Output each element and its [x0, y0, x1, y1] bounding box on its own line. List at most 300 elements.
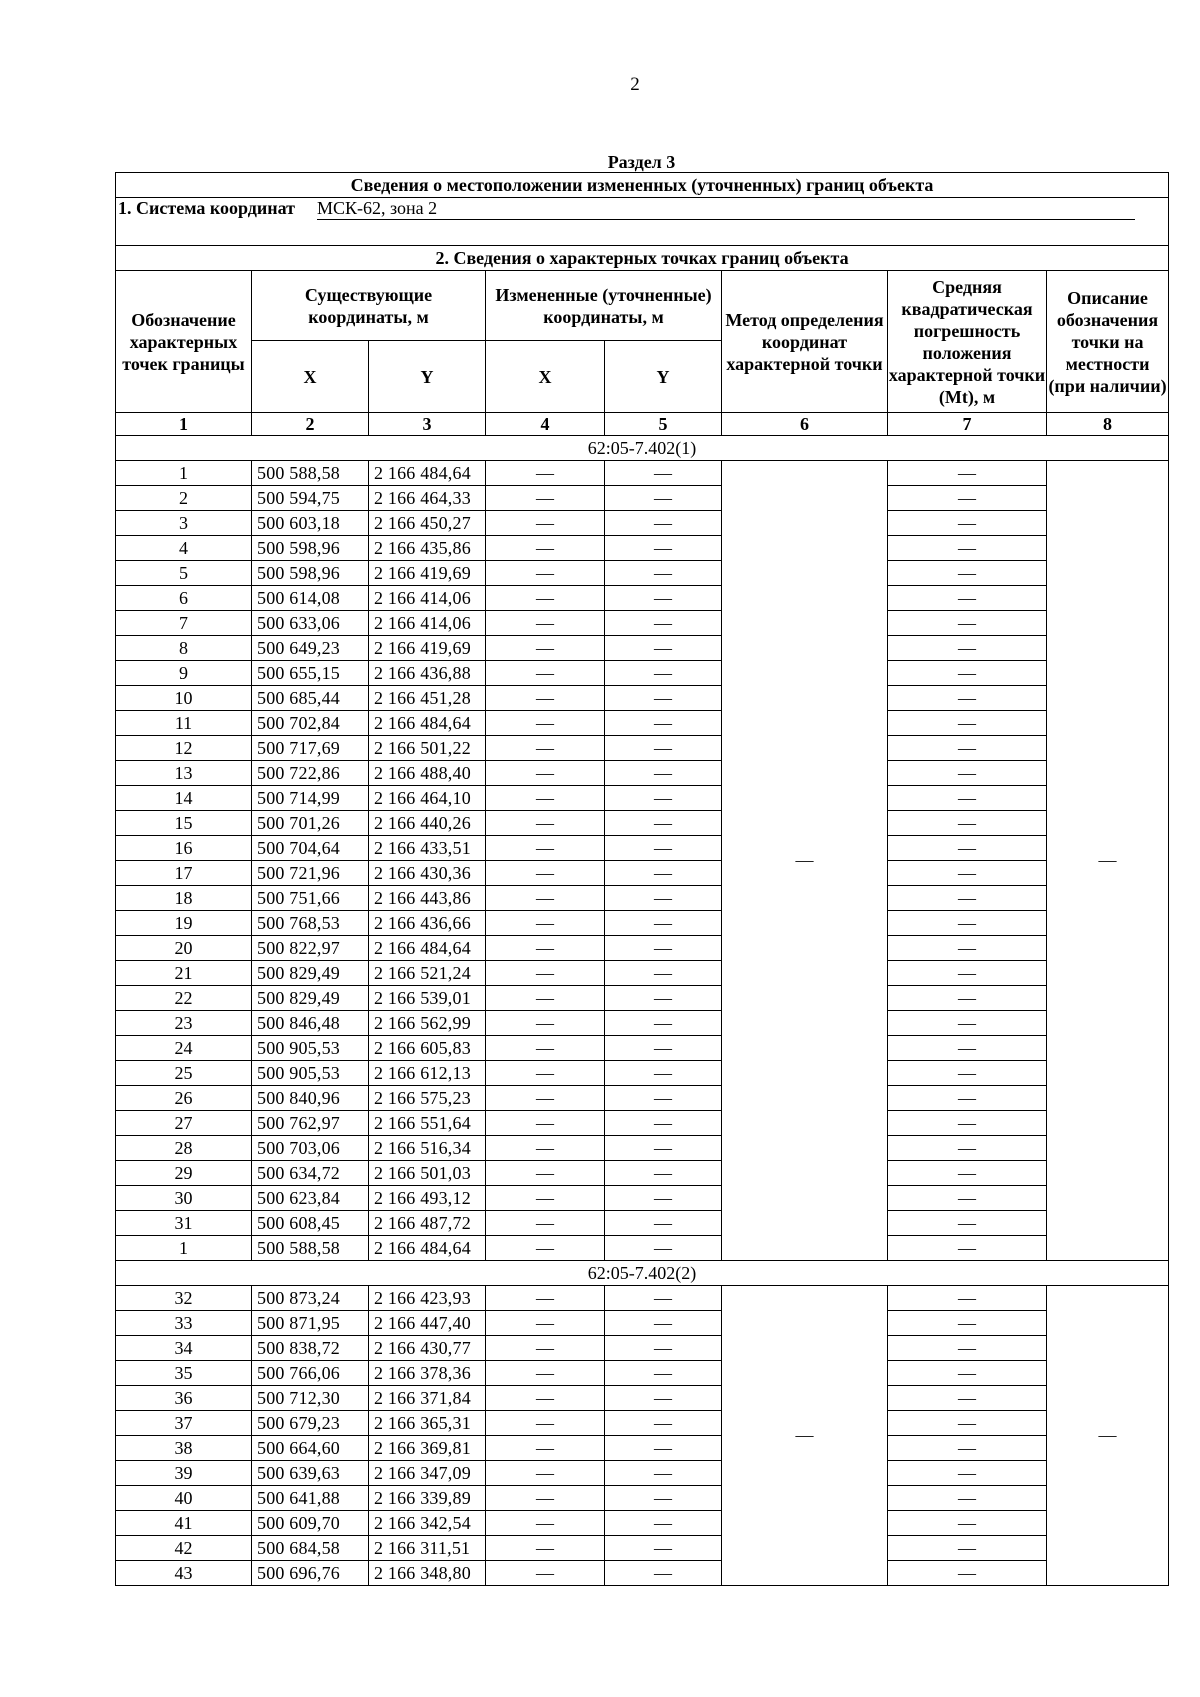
existing-x: 500 641,88 [252, 1486, 369, 1511]
existing-x: 500 721,96 [252, 861, 369, 886]
existing-y: 2 166 414,06 [369, 586, 486, 611]
existing-y: 2 166 575,23 [369, 1086, 486, 1111]
existing-x: 500 871,95 [252, 1311, 369, 1336]
existing-x: 500 702,84 [252, 711, 369, 736]
col-header-changed-x: X [486, 341, 605, 413]
existing-y: 2 166 605,83 [369, 1036, 486, 1061]
mt-value: — [888, 611, 1047, 636]
point-number: 30 [116, 1186, 252, 1211]
changed-y: — [605, 736, 722, 761]
changed-y: — [605, 1511, 722, 1536]
col-header-existing-x: X [252, 341, 369, 413]
mt-value: — [888, 1161, 1047, 1186]
table-row [116, 511, 1169, 536]
existing-x: 500 588,58 [252, 1236, 369, 1261]
table-row [116, 611, 1169, 636]
changed-y: — [605, 661, 722, 686]
existing-y: 2 166 433,51 [369, 836, 486, 861]
table-row [116, 986, 1169, 1011]
point-number: 20 [116, 936, 252, 961]
point-number: 3 [116, 511, 252, 536]
existing-x: 500 846,48 [252, 1011, 369, 1036]
method-cell: — [722, 1286, 888, 1586]
point-number: 39 [116, 1461, 252, 1486]
table-row [116, 961, 1169, 986]
mt-value: — [888, 1011, 1047, 1036]
changed-y: — [605, 1036, 722, 1061]
col-header-mt: Средняя квадратическая погрешность положения характерной точки (Mt), м [888, 271, 1047, 413]
coordinate-system [116, 198, 1169, 246]
point-number: 1 [116, 461, 252, 486]
mt-value: — [888, 1136, 1047, 1161]
changed-x: — [486, 786, 605, 811]
table-row [116, 1486, 1169, 1511]
col-number: 8 [1047, 413, 1169, 436]
table-row [116, 936, 1169, 961]
existing-y: 2 166 484,64 [369, 1236, 486, 1261]
mt-value: — [888, 1461, 1047, 1486]
mt-value: — [888, 1436, 1047, 1461]
existing-y: 2 166 378,36 [369, 1361, 486, 1386]
table-row [116, 836, 1169, 861]
existing-y: 2 166 430,36 [369, 861, 486, 886]
table-row [116, 1511, 1169, 1536]
existing-y: 2 166 440,26 [369, 811, 486, 836]
existing-y: 2 166 551,64 [369, 1111, 486, 1136]
table-row [116, 886, 1169, 911]
existing-y: 2 166 339,89 [369, 1486, 486, 1511]
changed-y: — [605, 986, 722, 1011]
point-number: 34 [116, 1336, 252, 1361]
changed-x: — [486, 761, 605, 786]
mt-value: — [888, 861, 1047, 886]
table-row [116, 661, 1169, 686]
existing-x: 500 608,45 [252, 1211, 369, 1236]
changed-x: — [486, 1461, 605, 1486]
point-number: 38 [116, 1436, 252, 1461]
point-number: 9 [116, 661, 252, 686]
changed-y: — [605, 711, 722, 736]
point-number: 24 [116, 1036, 252, 1061]
table-row [116, 486, 1169, 511]
changed-x: — [486, 486, 605, 511]
parcel-id: 62:05-7.402(2) [116, 1261, 1169, 1286]
mt-value: — [888, 1311, 1047, 1336]
changed-x: — [486, 861, 605, 886]
table-row [116, 686, 1169, 711]
mt-value: — [888, 661, 1047, 686]
table-row [116, 911, 1169, 936]
existing-y: 2 166 484,64 [369, 936, 486, 961]
table-row [116, 536, 1169, 561]
existing-x: 500 712,30 [252, 1386, 369, 1411]
changed-y: — [605, 1061, 722, 1086]
changed-y: — [605, 1186, 722, 1211]
col-number: 1 [116, 413, 252, 436]
existing-x: 500 722,86 [252, 761, 369, 786]
existing-y: 2 166 369,81 [369, 1436, 486, 1461]
changed-y: — [605, 636, 722, 661]
point-number: 32 [116, 1286, 252, 1311]
mt-value: — [888, 561, 1047, 586]
existing-x: 500 768,53 [252, 911, 369, 936]
mt-value: — [888, 1386, 1047, 1411]
mt-value: — [888, 1286, 1047, 1311]
mt-value: — [888, 1186, 1047, 1211]
col-header-description: Описание обозначения точки на местности (при наличии) [1047, 271, 1169, 413]
table-row [116, 1311, 1169, 1336]
mt-value: — [888, 536, 1047, 561]
col-header-existing-coords: Существующие координаты, м [252, 271, 486, 341]
table-row [116, 761, 1169, 786]
existing-y: 2 166 435,86 [369, 536, 486, 561]
existing-y: 2 166 348,80 [369, 1561, 486, 1586]
existing-y: 2 166 347,09 [369, 1461, 486, 1486]
changed-y: — [605, 486, 722, 511]
changed-x: — [486, 1136, 605, 1161]
description-cell: — [1047, 461, 1169, 1261]
existing-y: 2 166 501,22 [369, 736, 486, 761]
col-number: 5 [605, 413, 722, 436]
changed-y: — [605, 1561, 722, 1586]
changed-x: — [486, 1036, 605, 1061]
mt-value: — [888, 1111, 1047, 1136]
method-cell: — [722, 461, 888, 1261]
point-number: 2 [116, 486, 252, 511]
table-row [116, 1061, 1169, 1086]
mt-value: — [888, 911, 1047, 936]
table-row [116, 1286, 1169, 1311]
mt-value: — [888, 1486, 1047, 1511]
changed-x: — [486, 1336, 605, 1361]
changed-y: — [605, 1086, 722, 1111]
existing-x: 500 598,96 [252, 536, 369, 561]
existing-y: 2 166 419,69 [369, 636, 486, 661]
table-row [116, 461, 1169, 486]
changed-x: — [486, 1311, 605, 1336]
table-row [116, 636, 1169, 661]
table-row [116, 1411, 1169, 1436]
point-number: 14 [116, 786, 252, 811]
point-number: 23 [116, 1011, 252, 1036]
existing-y: 2 166 371,84 [369, 1386, 486, 1411]
existing-y: 2 166 365,31 [369, 1411, 486, 1436]
point-number: 40 [116, 1486, 252, 1511]
coordinate-system-value: МСК-62, зона 2 [317, 198, 1135, 220]
changed-x: — [486, 1061, 605, 1086]
point-number: 12 [116, 736, 252, 761]
changed-y: — [605, 836, 722, 861]
point-number: 17 [116, 861, 252, 886]
point-number: 13 [116, 761, 252, 786]
changed-x: — [486, 1386, 605, 1411]
changed-x: — [486, 961, 605, 986]
changed-y: — [605, 1411, 722, 1436]
point-number: 8 [116, 636, 252, 661]
existing-y: 2 166 443,86 [369, 886, 486, 911]
changed-x: — [486, 586, 605, 611]
table-row [116, 1561, 1169, 1586]
mt-value: — [888, 736, 1047, 761]
changed-y: — [605, 1461, 722, 1486]
mt-value: — [888, 1536, 1047, 1561]
point-number: 21 [116, 961, 252, 986]
changed-x: — [486, 461, 605, 486]
existing-x: 500 684,58 [252, 1536, 369, 1561]
table-row [116, 561, 1169, 586]
point-number: 31 [116, 1211, 252, 1236]
existing-y: 2 166 419,69 [369, 561, 486, 586]
existing-x: 500 905,53 [252, 1061, 369, 1086]
mt-value: — [888, 836, 1047, 861]
existing-x: 500 634,72 [252, 1161, 369, 1186]
changed-y: — [605, 686, 722, 711]
table-row [116, 1136, 1169, 1161]
existing-y: 2 166 414,06 [369, 611, 486, 636]
section-title: Раздел 3 [607, 152, 676, 172]
changed-y: — [605, 1486, 722, 1511]
mt-value: — [888, 486, 1047, 511]
mt-value: — [888, 811, 1047, 836]
existing-x: 500 679,23 [252, 1411, 369, 1436]
changed-y: — [605, 611, 722, 636]
col-number: 4 [486, 413, 605, 436]
point-number: 29 [116, 1161, 252, 1186]
existing-y: 2 166 436,66 [369, 911, 486, 936]
point-number: 36 [116, 1386, 252, 1411]
existing-x: 500 609,70 [252, 1511, 369, 1536]
point-number: 19 [116, 911, 252, 936]
mt-value: — [888, 1036, 1047, 1061]
table-row [116, 1361, 1169, 1386]
changed-y: — [605, 1386, 722, 1411]
changed-y: — [605, 586, 722, 611]
section-subtitle: Сведения о местоположении измененных (уточненных) границ объекта [116, 173, 1169, 198]
table-row [116, 711, 1169, 736]
mt-value: — [888, 761, 1047, 786]
mt-value: — [888, 586, 1047, 611]
changed-x: — [486, 986, 605, 1011]
mt-value: — [888, 511, 1047, 536]
existing-x: 500 905,53 [252, 1036, 369, 1061]
changed-x: — [486, 1286, 605, 1311]
existing-x: 500 829,49 [252, 986, 369, 1011]
existing-x: 500 873,24 [252, 1286, 369, 1311]
changed-y: — [605, 1361, 722, 1386]
changed-x: — [486, 811, 605, 836]
table-row [116, 1211, 1169, 1236]
existing-y: 2 166 562,99 [369, 1011, 486, 1036]
changed-x: — [486, 536, 605, 561]
col-number: 6 [722, 413, 888, 436]
changed-x: — [486, 911, 605, 936]
existing-y: 2 166 539,01 [369, 986, 486, 1011]
changed-x: — [486, 1011, 605, 1036]
existing-y: 2 166 521,24 [369, 961, 486, 986]
changed-x: — [486, 936, 605, 961]
point-number: 5 [116, 561, 252, 586]
point-number: 37 [116, 1411, 252, 1436]
mt-value: — [888, 1061, 1047, 1086]
existing-y: 2 166 464,10 [369, 786, 486, 811]
col-number: 3 [369, 413, 486, 436]
col-number: 7 [888, 413, 1047, 436]
changed-x: — [486, 1536, 605, 1561]
changed-x: — [486, 686, 605, 711]
changed-y: — [605, 1436, 722, 1461]
table-row [116, 1161, 1169, 1186]
table-row [116, 736, 1169, 761]
changed-x: — [486, 886, 605, 911]
changed-y: — [605, 1211, 722, 1236]
changed-y: — [605, 786, 722, 811]
existing-x: 500 701,26 [252, 811, 369, 836]
point-number: 26 [116, 1086, 252, 1111]
point-number: 41 [116, 1511, 252, 1536]
changed-y: — [605, 1136, 722, 1161]
existing-y: 2 166 430,77 [369, 1336, 486, 1361]
point-number: 15 [116, 811, 252, 836]
changed-y: — [605, 886, 722, 911]
point-number: 16 [116, 836, 252, 861]
changed-x: — [486, 1436, 605, 1461]
existing-y: 2 166 450,27 [369, 511, 486, 536]
existing-x: 500 762,97 [252, 1111, 369, 1136]
changed-y: — [605, 961, 722, 986]
table-row [116, 1236, 1169, 1261]
changed-x: — [486, 1161, 605, 1186]
existing-x: 500 685,44 [252, 686, 369, 711]
table-row [116, 1536, 1169, 1561]
changed-x: — [486, 1111, 605, 1136]
changed-y: — [605, 911, 722, 936]
changed-y: — [605, 936, 722, 961]
existing-x: 500 614,08 [252, 586, 369, 611]
changed-y: — [605, 1011, 722, 1036]
changed-y: — [605, 761, 722, 786]
existing-x: 500 588,58 [252, 461, 369, 486]
mt-value: — [888, 636, 1047, 661]
changed-y: — [605, 1161, 722, 1186]
existing-x: 500 664,60 [252, 1436, 369, 1461]
existing-x: 500 696,76 [252, 1561, 369, 1586]
mt-value: — [888, 686, 1047, 711]
existing-x: 500 703,06 [252, 1136, 369, 1161]
mt-value: — [888, 936, 1047, 961]
changed-y: — [605, 1286, 722, 1311]
changed-y: — [605, 1336, 722, 1361]
mt-value: — [888, 1411, 1047, 1436]
mt-value: — [888, 961, 1047, 986]
changed-y: — [605, 1236, 722, 1261]
table-row [116, 1336, 1169, 1361]
col-header-method: Метод определения координат характерной точки [722, 271, 888, 413]
changed-x: — [486, 1236, 605, 1261]
table-row [116, 1086, 1169, 1111]
existing-x: 500 623,84 [252, 1186, 369, 1211]
changed-y: — [605, 536, 722, 561]
changed-x: — [486, 1186, 605, 1211]
table-row [116, 1461, 1169, 1486]
existing-x: 500 840,96 [252, 1086, 369, 1111]
col-number: 2 [252, 413, 369, 436]
changed-x: — [486, 636, 605, 661]
col-header-changed-y: Y [605, 341, 722, 413]
coordinate-system-label: 1. Система координат [118, 198, 295, 218]
point-number: 33 [116, 1311, 252, 1336]
existing-x: 500 649,23 [252, 636, 369, 661]
changed-x: — [486, 1511, 605, 1536]
mt-value: — [888, 461, 1047, 486]
changed-x: — [486, 711, 605, 736]
mt-value: — [888, 886, 1047, 911]
existing-x: 500 714,99 [252, 786, 369, 811]
point-number: 7 [116, 611, 252, 636]
existing-x: 500 639,63 [252, 1461, 369, 1486]
mt-value: — [888, 1336, 1047, 1361]
existing-y: 2 166 516,34 [369, 1136, 486, 1161]
changed-x: — [486, 1211, 605, 1236]
changed-x: — [486, 836, 605, 861]
changed-x: — [486, 1361, 605, 1386]
existing-x: 500 829,49 [252, 961, 369, 986]
point-number: 28 [116, 1136, 252, 1161]
point-number: 27 [116, 1111, 252, 1136]
point-number: 4 [116, 536, 252, 561]
existing-y: 2 166 488,40 [369, 761, 486, 786]
existing-y: 2 166 501,03 [369, 1161, 486, 1186]
point-number: 35 [116, 1361, 252, 1386]
mt-value: — [888, 786, 1047, 811]
table-row [116, 1436, 1169, 1461]
mt-value: — [888, 1361, 1047, 1386]
mt-value: — [888, 1561, 1047, 1586]
existing-x: 500 766,06 [252, 1361, 369, 1386]
changed-y: — [605, 811, 722, 836]
table-row [116, 786, 1169, 811]
point-number: 10 [116, 686, 252, 711]
mt-value: — [888, 1511, 1047, 1536]
mt-value: — [888, 986, 1047, 1011]
changed-x: — [486, 1411, 605, 1436]
changed-y: — [605, 511, 722, 536]
existing-y: 2 166 484,64 [369, 461, 486, 486]
boundary-points-table [115, 172, 1169, 1586]
point-number: 42 [116, 1536, 252, 1561]
table-row [116, 1386, 1169, 1411]
changed-x: — [486, 736, 605, 761]
page-number: 2 [630, 74, 640, 95]
parcel-id: 62:05-7.402(1) [116, 436, 1169, 461]
table-row [116, 861, 1169, 886]
table-row [116, 811, 1169, 836]
existing-y: 2 166 342,54 [369, 1511, 486, 1536]
mt-value: — [888, 1236, 1047, 1261]
existing-y: 2 166 436,88 [369, 661, 486, 686]
existing-y: 2 166 447,40 [369, 1311, 486, 1336]
existing-y: 2 166 311,51 [369, 1536, 486, 1561]
changed-x: — [486, 611, 605, 636]
existing-x: 500 838,72 [252, 1336, 369, 1361]
existing-y: 2 166 493,12 [369, 1186, 486, 1211]
existing-x: 500 598,96 [252, 561, 369, 586]
point-number: 25 [116, 1061, 252, 1086]
point-number: 43 [116, 1561, 252, 1586]
changed-x: — [486, 661, 605, 686]
existing-x: 500 751,66 [252, 886, 369, 911]
changed-x: — [486, 511, 605, 536]
existing-x: 500 717,69 [252, 736, 369, 761]
